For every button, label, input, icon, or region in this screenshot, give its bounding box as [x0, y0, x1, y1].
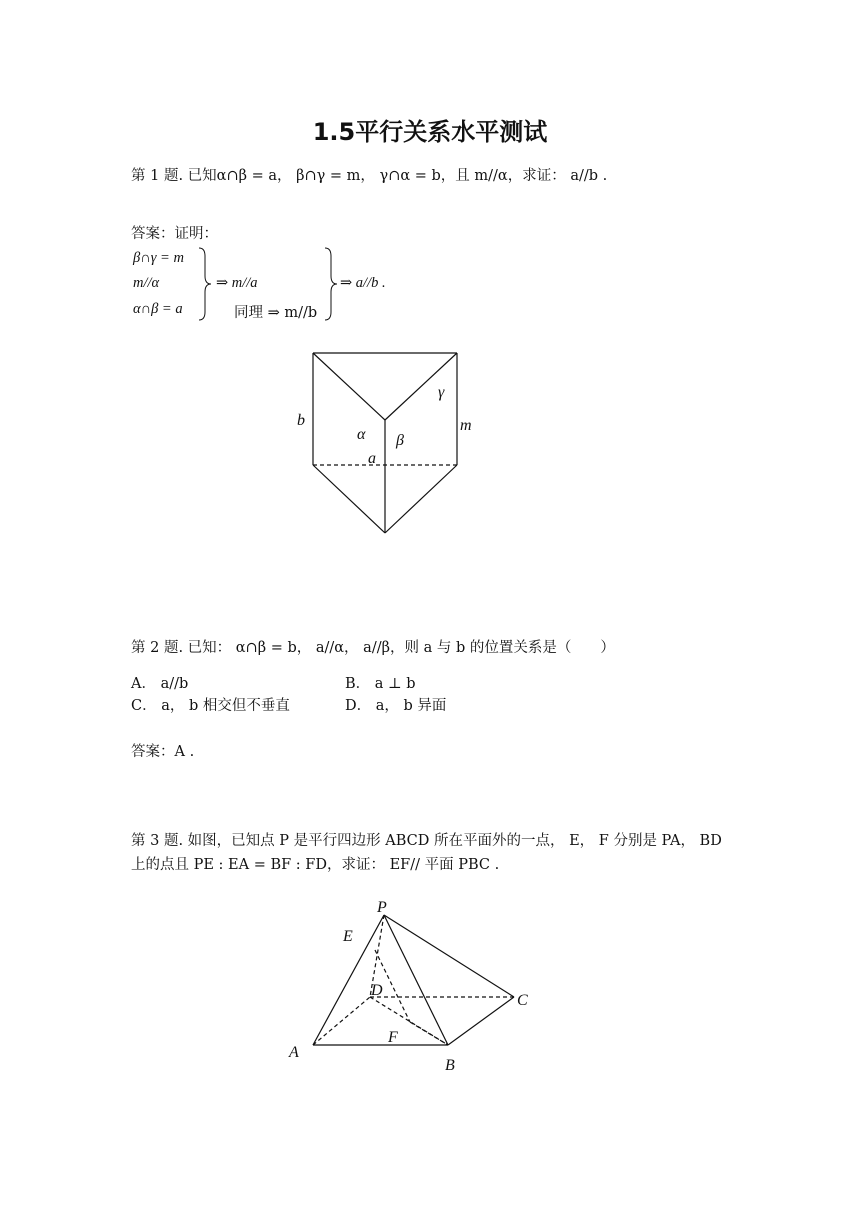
pyramid-figure	[280, 895, 540, 1080]
proof-conclusion: ⇒ a//b .	[340, 275, 386, 291]
q2-option-d: D． a， b 异面	[345, 698, 447, 714]
proof-premise-2: m//α	[133, 275, 160, 291]
label-E: E	[343, 928, 353, 945]
page-title: 1.5平行关系水平测试	[312, 118, 548, 146]
q2-text: 第 2 题. 已知： α∩β = b， a//α， a//β，则 a 与 b 的位置关系是（ ）	[131, 640, 615, 656]
left-brace	[195, 246, 215, 322]
right-brace	[321, 246, 341, 322]
label-m: m	[460, 417, 472, 434]
label-b: b	[297, 412, 305, 429]
label-gamma: γ	[438, 384, 445, 401]
q3-text-line-2: 上的点且 PE : EA = BF : FD，求证： EF// 平面 PBC .	[131, 857, 500, 873]
proof-step-2: 同理 ⇒ m//b	[234, 305, 318, 321]
label-alpha: α	[357, 426, 366, 443]
q1-answer-label: 答案：证明：	[131, 226, 218, 242]
label-a: a	[368, 450, 376, 467]
proof-premise-3: α∩β = a	[133, 301, 183, 317]
q1-text: 第 1 题. 已知α∩β = a， β∩γ = m， γ∩α = b，且 m//α，求证： a//b .	[131, 168, 608, 184]
label-B: B	[445, 1057, 455, 1074]
q2-option-b: B． a ⊥ b	[345, 676, 416, 692]
q2-option-c: C． a， b 相交但不垂直	[131, 698, 290, 714]
proof-step-1: ⇒ m//a	[216, 275, 258, 291]
proof-premise-1: β∩γ = m	[133, 250, 184, 266]
label-beta: β	[396, 432, 404, 449]
label-P: P	[377, 899, 387, 916]
label-C: C	[517, 992, 528, 1009]
q2-option-a: A． a//b	[131, 676, 189, 692]
label-F: F	[388, 1029, 398, 1046]
q3-text-line-1: 第 3 题. 如图，已知点 P 是平行四边形 ABCD 所在平面外的一点， E， F 分别是 PA， BD	[131, 833, 722, 849]
q2-answer: 答案：A .	[131, 744, 195, 760]
label-A: A	[289, 1044, 299, 1061]
prism-figure	[290, 345, 500, 545]
label-D: D	[371, 982, 383, 999]
